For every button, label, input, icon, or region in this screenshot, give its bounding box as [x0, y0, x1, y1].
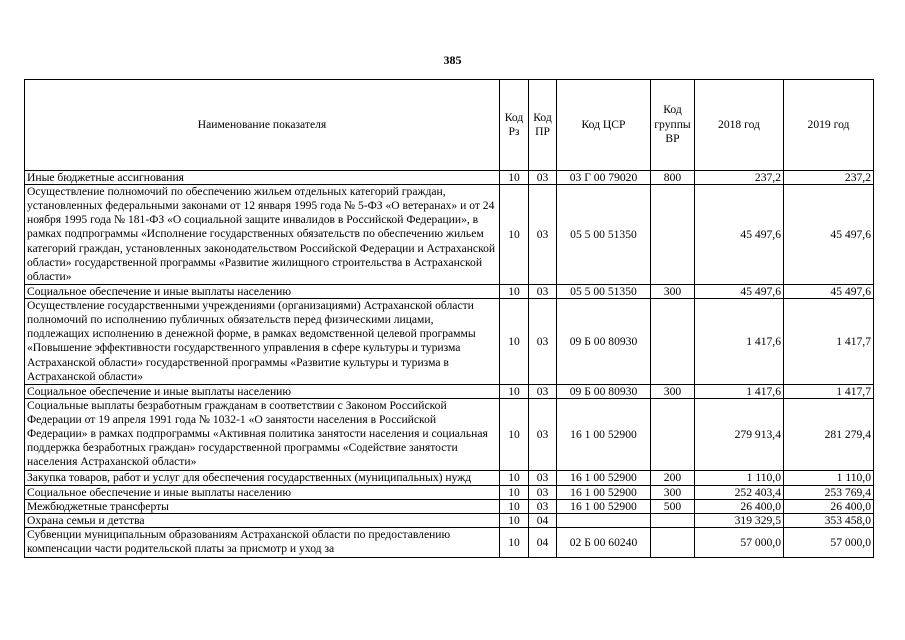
row-csr: 05 5 00 51350	[557, 185, 651, 285]
row-2019: 1 417,7	[784, 298, 874, 384]
row-2018: 1 417,6	[695, 384, 784, 398]
row-name: Закупка товаров, работ и услуг для обеспечения государственных (муниципальных) нужд	[25, 470, 500, 485]
row-rz: 10	[500, 384, 529, 398]
row-csr: 16 1 00 52900	[557, 470, 651, 485]
table-row	[25, 171, 874, 185]
row-vr: 300	[651, 485, 695, 499]
header-rz: Код Рз	[500, 80, 529, 171]
row-vr: 500	[651, 499, 695, 513]
row-2018: 45 497,6	[695, 185, 784, 285]
row-vr: 300	[651, 384, 695, 398]
row-pr: 03	[529, 298, 557, 384]
row-csr	[557, 513, 651, 527]
header-2018: 2018 год	[695, 80, 784, 171]
row-2018: 26 400,0	[695, 499, 784, 513]
row-rz: 10	[500, 171, 529, 185]
row-rz: 10	[500, 398, 529, 470]
row-2018: 252 403,4	[695, 485, 784, 499]
header-name: Наименование показателя	[25, 80, 500, 171]
row-csr: 09 Б 00 80930	[557, 298, 651, 384]
row-name: Осуществление государственными учреждениями (организациями) Астраханской области полномочий по исполнению публичных обязательств перед физическими лицами, подлежащих исполнению в денежной форме, в рамках ведомственной целевой программы «Повышение эффективности государственного управления в сфере культуры и туризма Астраханской области» государственной программы «Развитие культуры и туризма в Астраханской области»	[25, 298, 500, 384]
table-row	[25, 284, 874, 298]
row-2018: 1 417,6	[695, 298, 784, 384]
row-csr: 05 5 00 51350	[557, 284, 651, 298]
row-2019: 1 417,7	[784, 384, 874, 398]
row-vr	[651, 298, 695, 384]
row-2018: 237,2	[695, 171, 784, 185]
table-row	[25, 298, 874, 384]
row-vr: 800	[651, 171, 695, 185]
row-2019: 353 458,0	[784, 513, 874, 527]
row-pr: 03	[529, 185, 557, 285]
row-2019: 57 000,0	[784, 527, 874, 557]
row-csr: 02 Б 00 60240	[557, 527, 651, 557]
row-pr: 03	[529, 384, 557, 398]
row-2019: 1 110,0	[784, 470, 874, 485]
row-name: Субвенции муниципальным образованиям Астраханской области по предоставлению компенсации части родительской платы за присмотр и уход за	[25, 527, 500, 557]
row-pr: 03	[529, 470, 557, 485]
row-vr: 300	[651, 284, 695, 298]
row-2019: 45 497,6	[784, 185, 874, 285]
header-vr: Код группы ВР	[651, 80, 695, 171]
row-name: Осуществление полномочий по обеспечению жильем отдельных категорий граждан, установленных федеральными законами от 12 января 1995 года № 5-ФЗ «О ветеранах» и от 24 ноября 1995 года № 181-ФЗ «О социальной защите инвалидов в Российской Федерации», в рамках подпрограммы «Исполнение государственных обязательств по обеспечению жильем категорий граждан, установленных законодательством Российской Федерации и Астраханской области» государственной программы «Развитие жилищного строительства в Астраханской области»	[25, 185, 500, 285]
row-2019: 237,2	[784, 171, 874, 185]
row-pr: 03	[529, 499, 557, 513]
row-vr: 200	[651, 470, 695, 485]
row-rz: 10	[500, 527, 529, 557]
header-2019: 2019 год	[784, 80, 874, 171]
row-pr: 03	[529, 485, 557, 499]
row-rz: 10	[500, 284, 529, 298]
row-name: Охрана семьи и детства	[25, 513, 500, 527]
row-pr: 03	[529, 398, 557, 470]
row-csr: 16 1 00 52900	[557, 398, 651, 470]
row-name: Социальное обеспечение и иные выплаты населению	[25, 384, 500, 398]
budget-table	[24, 79, 874, 558]
row-name: Межбюджетные трансферты	[25, 499, 500, 513]
row-pr: 03	[529, 284, 557, 298]
row-pr: 04	[529, 527, 557, 557]
row-2018: 45 497,6	[695, 284, 784, 298]
row-rz: 10	[500, 185, 529, 285]
table-row	[25, 470, 874, 485]
row-rz: 10	[500, 513, 529, 527]
row-rz: 10	[500, 499, 529, 513]
table-row	[25, 185, 874, 285]
row-rz: 10	[500, 485, 529, 499]
row-2019: 26 400,0	[784, 499, 874, 513]
row-csr: 09 Б 00 80930	[557, 384, 651, 398]
header-pr: Код ПР	[529, 80, 557, 171]
page-number: 385	[443, 53, 462, 67]
table-row	[25, 499, 874, 513]
row-2019: 253 769,4	[784, 485, 874, 499]
table-row	[25, 485, 874, 499]
row-name: Иные бюджетные ассигнования	[25, 171, 500, 185]
row-2019: 45 497,6	[784, 284, 874, 298]
row-vr	[651, 513, 695, 527]
row-csr: 03 Г 00 79020	[557, 171, 651, 185]
row-name: Социальное обеспечение и иные выплаты населению	[25, 284, 500, 298]
row-pr: 04	[529, 513, 557, 527]
table-row	[25, 398, 874, 470]
row-vr	[651, 185, 695, 285]
row-2018: 57 000,0	[695, 527, 784, 557]
row-2018: 279 913,4	[695, 398, 784, 470]
row-csr: 16 1 00 52900	[557, 499, 651, 513]
table-row	[25, 384, 874, 398]
row-name: Социальные выплаты безработным гражданам в соответствии с Законом Российской Федерации от 19 апреля 1991 года № 1032-1 «О занятости населения в Российской Федерации» в рамках подпрограммы «Активная политика занятости населения и социальная поддержка безработных граждан» государственной программы «Содействие занятости населения Астраханской области»	[25, 398, 500, 470]
table-header-row	[25, 80, 874, 171]
row-2019: 281 279,4	[784, 398, 874, 470]
table-row	[25, 527, 874, 557]
row-csr: 16 1 00 52900	[557, 485, 651, 499]
table-row	[25, 513, 874, 527]
row-rz: 10	[500, 470, 529, 485]
row-vr	[651, 527, 695, 557]
row-pr: 03	[529, 171, 557, 185]
row-name: Социальное обеспечение и иные выплаты населению	[25, 485, 500, 499]
row-rz: 10	[500, 298, 529, 384]
header-csr: Код ЦСР	[557, 80, 651, 171]
row-vr	[651, 398, 695, 470]
row-2018: 1 110,0	[695, 470, 784, 485]
row-2018: 319 329,5	[695, 513, 784, 527]
